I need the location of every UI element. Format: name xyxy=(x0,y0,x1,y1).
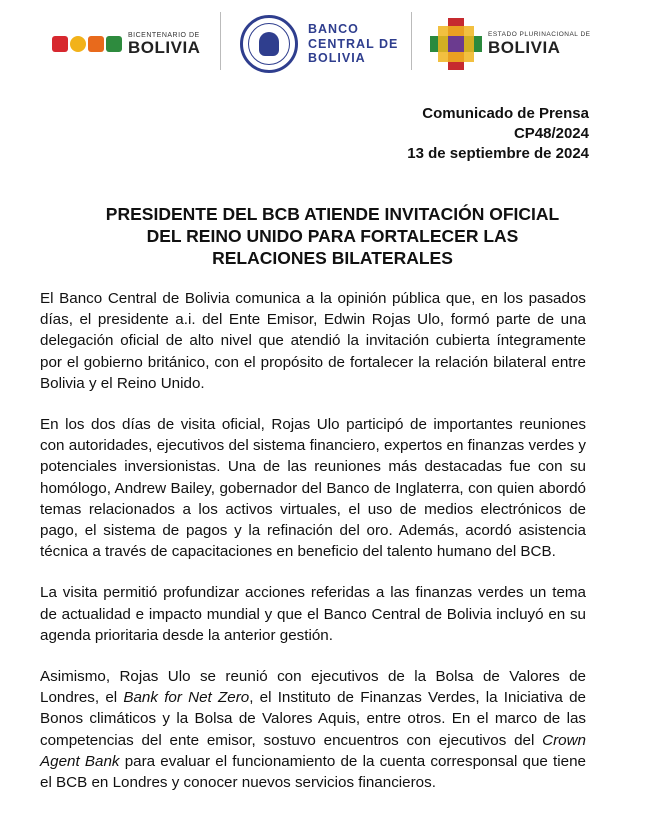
bicentenario-mark-icon xyxy=(52,36,122,52)
paragraph-4-text: para evaluar el funcionamiento de la cuenta corresponsal que tiene el BCB en Londres y conocer nuevos servicios financieros. xyxy=(40,752,586,792)
headline-line: RELACIONES BILATERALES xyxy=(212,248,453,268)
estado-small-text: ESTADO PLURINACIONAL DE xyxy=(488,31,591,39)
paragraph-4-text: Asimismo, Rojas Ulo se reunió con ejecutivos de la Bolsa de Valores de Londres, el xyxy=(40,668,586,707)
chakana-icon xyxy=(430,18,482,70)
headline-line: DEL REINO UNIDO PARA FORTALECER LAS xyxy=(146,226,519,246)
header-divider xyxy=(220,12,221,70)
crown-agent-bank-name: Crown Agent Bank xyxy=(40,731,586,770)
bank-for-net-zero-name: Bank for Net Zero xyxy=(123,689,250,707)
headline-line: PRESIDENTE DEL BCB ATIENDE INVITACIÓN OFICIAL xyxy=(105,204,560,224)
bicentenario-big-text: BOLIVIA xyxy=(128,38,201,57)
estado-big-text: BOLIVIA xyxy=(488,37,561,57)
bcb-name-line1: BANCO xyxy=(308,21,359,36)
bcb-logo xyxy=(240,14,398,74)
paragraph-4-text: , el Instituto de Finanzas Verdes, la Iniciativa de Bonos climáticos y la Bolsa de Valores Aquis, entre otros. En el marco de las competencias del ente emisor, sostuvo encuentros con ejecutivos del xyxy=(40,689,586,749)
article-body xyxy=(40,288,586,793)
page-header xyxy=(0,0,665,90)
paragraph-3: La visita permitió profundizar acciones referidas a las finanzas verdes un tema de actualidad e impacto mundial y que el Banco Central de Bolivia incluyó en su agenda prioritaria desde la anterior gestión. xyxy=(40,584,586,644)
estado-plurinacional-logo xyxy=(430,14,591,74)
bcb-name-line2: CENTRAL DE xyxy=(308,36,399,51)
press-release-info xyxy=(407,104,589,164)
header-divider xyxy=(411,12,412,70)
bicentenario-logo xyxy=(52,24,200,64)
paragraph-4 xyxy=(40,666,586,793)
paragraph-2: En los dos días de visita oficial, Rojas Ulo participó de importantes reuniones con autoridades, ejecutivos del sistema financiero, expertos en finanzas verdes y potenciales inversionistas. Una de las reuniones más destacadas fue con su homólogo, Andrew Bailey, gobernador del Banco de Inglaterra, con quien abordó temas relacionados a los activos virtuales, el uso de medios electrónicos de pago, el sistema de pagos y la refinación del oro. Además, acordó asistencia técnica a través de capacitaciones en beneficio del talento humano del BCB. xyxy=(40,416,586,561)
bcb-seal-icon xyxy=(240,15,298,73)
bcb-name-line3: BOLIVIA xyxy=(308,51,366,66)
headline xyxy=(40,203,625,269)
press-release-code: CP48/2024 xyxy=(513,125,589,142)
bicentenario-small-text: BICENTENARIO DE xyxy=(128,32,200,39)
paragraph-1: El Banco Central de Bolivia comunica a la opinión pública que, en los pasados días, el presidente a.i. del Ente Emisor, Edwin Rojas Ulo, formó parte de una delegación oficial de alto nivel que atendió la invitación cubierta íntegramente por el gobierno británico, con el propósito de fortalecer la relación bilateral entre Bolivia y el Reino Unido. xyxy=(40,290,586,392)
press-release-date: 13 de septiembre de 2024 xyxy=(407,145,589,162)
press-release-label: Comunicado de Prensa xyxy=(422,105,589,122)
